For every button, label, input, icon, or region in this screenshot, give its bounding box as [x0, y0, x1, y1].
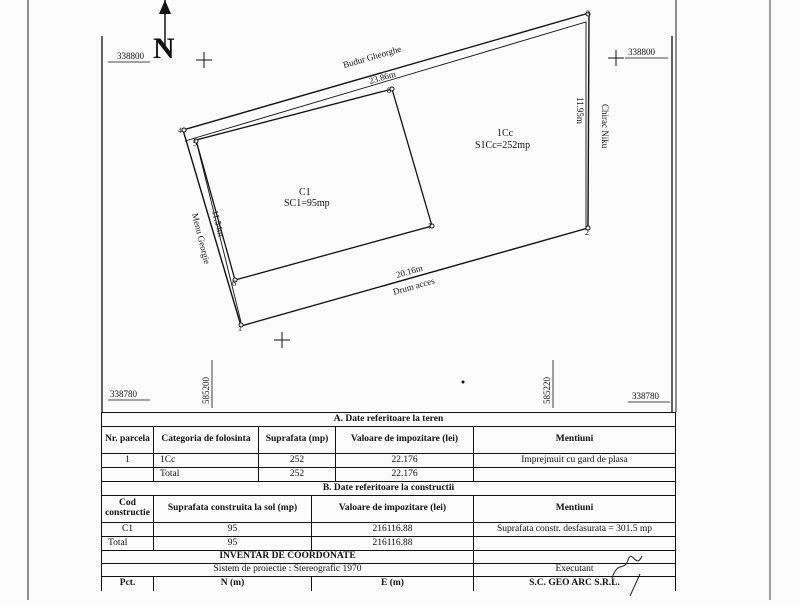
header-suprafata: Suprafata (mp)	[259, 427, 336, 453]
section-a-header-row	[102, 427, 675, 454]
inventory-system: Sistem de proiectie : Stereografic 1970	[102, 564, 474, 576]
header-valoare: Valoare de impozitare (lei)	[336, 427, 474, 453]
grid-label-top-left: 338800	[117, 51, 144, 61]
dimension-right-label: 11.95m	[575, 97, 585, 124]
grid-dot	[462, 381, 465, 384]
header-cod-constructie: Cod constructie	[102, 496, 154, 522]
cell-nr-parcela: 1	[102, 454, 154, 467]
parcel-label: 1Cc	[497, 128, 514, 139]
inventory-header-row	[102, 577, 675, 591]
total-a-area: 252	[259, 468, 336, 481]
total-b-value: 216116.88	[312, 537, 474, 550]
header-suprafata-construita: Suprafata construita la sol (mp)	[154, 496, 312, 522]
cell-cod-constructie: C1	[102, 523, 154, 536]
total-a-empty	[474, 468, 675, 481]
cadastral-data-table	[101, 412, 676, 591]
neighbor-top-label: Budur Gheorghe	[341, 43, 403, 70]
point-label-8: 8	[387, 86, 391, 95]
cell-suprafata: 252	[259, 454, 336, 467]
section-b-title: B. Date referitoare la constructii	[322, 482, 455, 493]
building-c1-outline	[196, 89, 432, 280]
point-label-7: 7	[428, 222, 432, 231]
total-a-spacer	[102, 468, 154, 481]
parcel-area-label: S1Cc=252mp	[475, 140, 531, 151]
section-a-title: A. Date referitoare la teren	[333, 413, 444, 424]
grid-label-bottom-right: 338780	[632, 391, 659, 401]
inventory-header-e: E (m)	[312, 577, 474, 591]
inventory-system-row	[102, 564, 675, 577]
section-b-data-row	[102, 523, 675, 537]
executant-name: S.C. GEO ARC S.R.L.	[529, 578, 620, 589]
dimension-top-label: 23.86m	[367, 68, 397, 86]
inventory-header-n: N (m)	[154, 577, 312, 591]
cell-valoare-constructie: 216116.88	[312, 523, 474, 536]
neighbor-bottom-label: Drum acces	[391, 275, 436, 297]
executant-label: Executant	[555, 564, 594, 575]
section-a-total-row	[102, 468, 675, 482]
section-b-header-row	[102, 496, 675, 523]
building-label: C1	[299, 187, 311, 198]
section-b-title-row	[102, 482, 675, 496]
point-label-1: 1	[238, 324, 242, 333]
total-b-area: 95	[154, 537, 312, 550]
inventory-header-pct: Pct.	[102, 577, 154, 591]
section-a-title-row	[102, 413, 675, 427]
header-mentiuni: Mentiuni	[555, 434, 594, 445]
building-area-label: SC1=95mp	[284, 198, 330, 209]
total-b-empty	[474, 537, 675, 550]
section-b-total-row	[102, 537, 675, 551]
header-categoria: Categoria de folosinta	[154, 427, 259, 453]
cell-valoare: 22.176	[336, 454, 474, 467]
north-label: N	[153, 32, 175, 65]
total-b-label: Total	[102, 537, 154, 550]
grid-label-x-left: 585200	[201, 377, 211, 404]
dimension-left-label: 11.54m	[210, 209, 227, 238]
total-a-value: 22.176	[336, 468, 474, 481]
grid-label-x-right: 585220	[542, 377, 552, 404]
parcel-outline	[183, 13, 589, 326]
header-nr-parcela: Nr. parcela	[102, 427, 154, 453]
cell-suprafata-construita: 95	[154, 523, 312, 536]
point-label-5: 5	[193, 139, 197, 148]
point-label-4: 4	[178, 126, 182, 135]
header-valoare-constructie: Valoare de impozitare (lei)	[312, 496, 474, 522]
inventory-title-right-blank	[474, 551, 675, 563]
dimension-bottom-label: 20.16m	[394, 262, 424, 280]
grid-label-bottom-left: 338780	[110, 389, 137, 399]
point-markers	[182, 12, 590, 327]
cell-mentiuni: Imprejmuit cu gard de plasa	[521, 454, 628, 465]
neighbor-right-label: Chirac Niku	[600, 104, 610, 149]
point-label-3: 3	[586, 9, 590, 18]
inventory-title-row	[102, 551, 675, 564]
cell-mentiuni-constructie: Suprafata constr. desfasurata = 301.5 mp	[497, 523, 652, 534]
inventory-title: INVENTAR DE COORDONATE	[102, 551, 474, 563]
point-label-2: 2	[585, 228, 589, 237]
grid-label-top-right: 338800	[628, 47, 655, 57]
header-mentiuni-constructie: Mentiuni	[555, 503, 594, 514]
neighbor-left-label: Menu Georgie	[190, 212, 213, 266]
point-label-6: 6	[232, 279, 236, 288]
total-a-label: Total	[154, 468, 259, 481]
section-a-data-row	[102, 454, 675, 468]
grid-cross-marks	[196, 50, 624, 348]
cell-categoria: 1Cc	[154, 454, 259, 467]
